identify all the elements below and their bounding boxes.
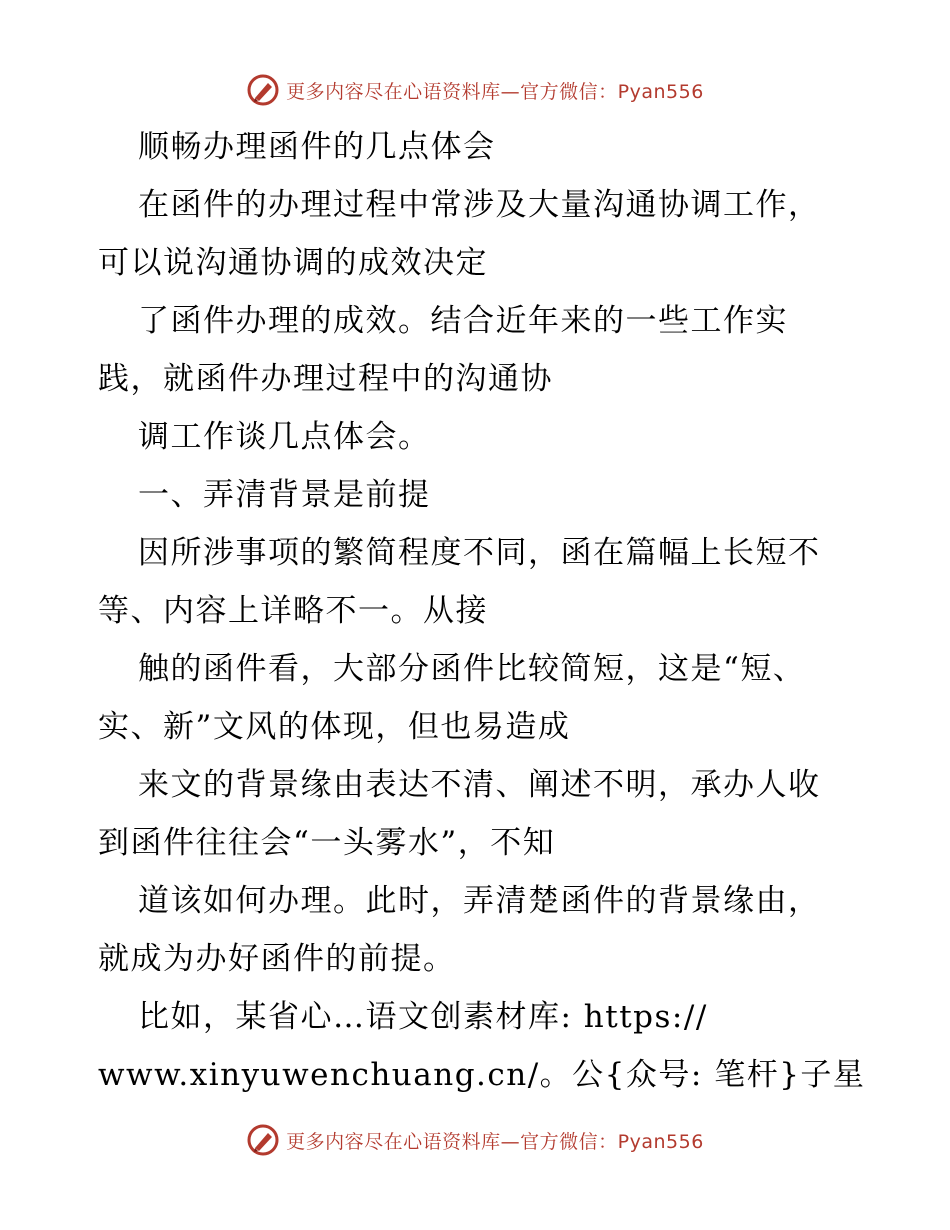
document-body — [98, 118, 866, 1104]
text-line: 调工作谈几点体会。 — [138, 419, 431, 455]
pen-logo-icon — [246, 1123, 280, 1157]
text-line: 顺畅办理函件的几点体会 — [138, 129, 496, 165]
text-line: 了函件办理的成效。结合近年来的一些工作实 — [138, 303, 788, 339]
text-line: 道该如何办理。此时，弄清楚函件的背景缘由， — [138, 883, 821, 919]
text-line: 就成为办好函件的前提。 — [98, 941, 456, 977]
text-line: www.xinyuwenchuang.cn/。公{众号: 笔杆}子星 — [98, 1057, 866, 1093]
text-line: 一、弄清背景是前提 — [138, 477, 431, 513]
text-line: 践，就函件办理过程中的沟通协 — [98, 361, 553, 397]
text-line: 到函件往往会“一头雾水”，不知 — [98, 825, 556, 861]
text-line: 触的函件看，大部分函件比较简短，这是“短、 — [138, 651, 806, 687]
footer-banner — [0, 1120, 950, 1160]
text-line: 因所涉事项的繁简程度不同，函在篇幅上长短不 — [138, 535, 821, 571]
header-banner-text: 更多内容尽在心语资料库—官方微信：Pyan556 — [286, 80, 704, 103]
text-line: 实、新”文风的体现，但也易造成 — [98, 709, 571, 745]
text-line: 等、内容上详略不一。从接 — [98, 593, 488, 629]
footer-banner-text: 更多内容尽在心语资料库—官方微信：Pyan556 — [286, 1130, 704, 1153]
text-line: 来文的背景缘由表达不清、阐述不明，承办人收 — [138, 767, 821, 803]
text-line: 可以说沟通协调的成效决定 — [98, 245, 488, 281]
pen-logo-icon — [246, 73, 280, 107]
header-banner — [0, 70, 950, 110]
text-line: 比如，某省心…语文创素材库: https:// — [138, 999, 708, 1035]
text-line: 在函件的办理过程中常涉及大量沟通协调工作， — [138, 187, 821, 223]
